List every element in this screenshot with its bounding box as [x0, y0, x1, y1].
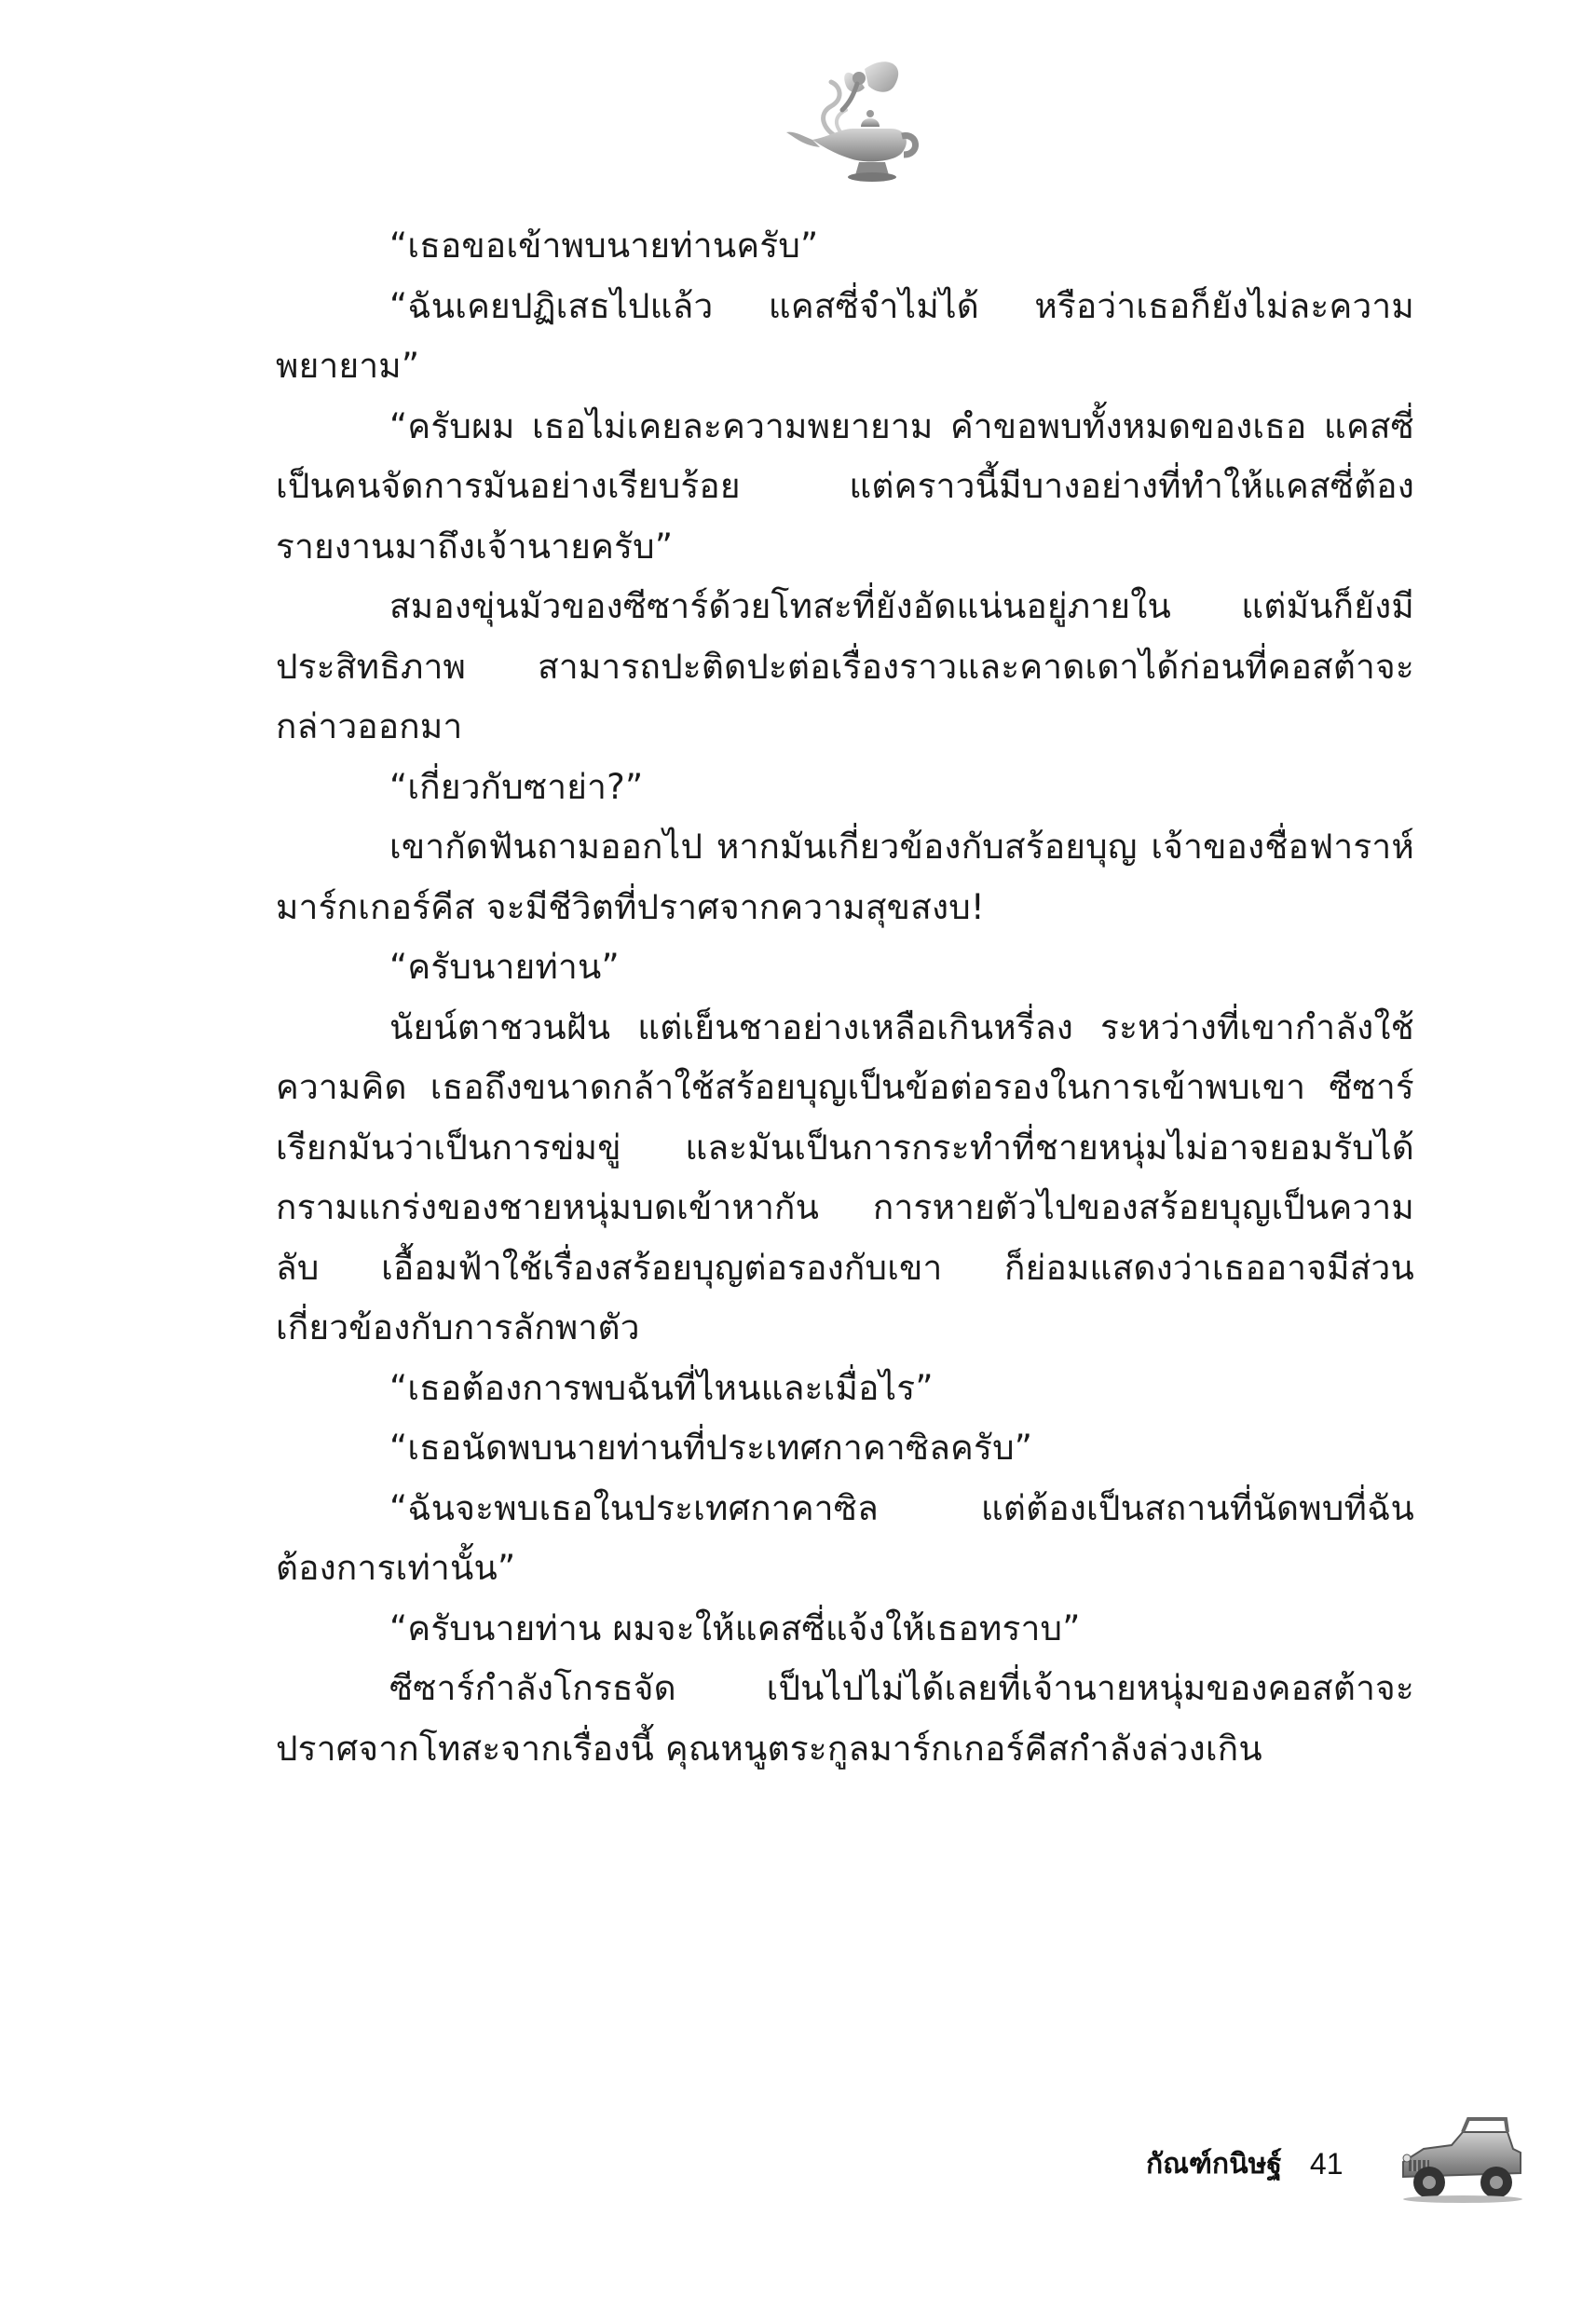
paragraph: “ฉันเคยปฏิเสธไปแล้ว แคสซี่จำไม่ได้ หรือว่าเธอก็ยังไม่ละความพยายาม” [276, 285, 1414, 386]
jeep-icon [1396, 2112, 1526, 2205]
paragraph: “ครับผม เธอไม่เคยละความพยายาม คำขอพบทั้งหมดของเธอ แคสซี่เป็นคนจัดการมันอย่างเรียบร้อย แต่คราวนี้มีบางอย่างที่ทำให้แคสซี่ต้องรายงานมาถึงเจ้านายครับ” [276, 405, 1414, 567]
page-footer [1146, 2136, 1344, 2192]
paragraph: “ฉันจะพบเธอในประเทศกาคาซิล แต่ต้องเป็นสถานที่นัดพบที่ฉันต้องการเท่านั้น” [276, 1487, 1414, 1588]
body-text [276, 216, 1414, 1779]
paragraph: นัยน์ตาชวนฝัน แต่เย็นชาอย่างเหลือเกินหรี่ลง ระหว่างที่เขากำลังใช้ความคิด เธอถึงขนาดกล้าใช้สร้อยบุญเป็นข้อต่อรองในการเข้าพบเขา ซีซาร์เรียกมันว่าเป็นการข่มขู่ และมันเป็นการกระทำที่ชายหนุ่มไม่อาจยอมรับได้ กรามแกร่งของชายหนุ่มบดเข้าหากัน การหายตัวไปของสร้อยบุญเป็นความลับ เอื้อมฟ้าใช้เรื่องสร้อยบุญต่อรองกับเขา ก็ย่อมแสดงว่าเธออาจมีส่วนเกี่ยวข้องกับการลักพาตัว [276, 1006, 1414, 1347]
paragraph: “ครับนายท่าน ผมจะให้แคสซี่แจ้งให้เธอทราบ” [389, 1607, 1081, 1648]
paragraph: “เธอต้องการพบฉันที่ไหนและเมื่อไร” [389, 1367, 934, 1408]
magic-lamp-fairy-icon [775, 58, 924, 188]
page-number: 41 [1309, 2146, 1344, 2181]
paragraph: “เธอนัดพบนายท่านที่ประเทศกาคาซิลครับ” [389, 1428, 1033, 1468]
paragraph: สมองขุ่นมัวของซีซาร์ด้วยโทสะที่ยังอัดแน่นอยู่ภายใน แต่มันก็ยังมีประสิทธิภาพ สามารถปะติดปะต่อเรื่องราวและคาดเดาได้ก่อนที่คอสต้าจะกล่าวออกมา [276, 586, 1414, 746]
paragraph: “เกี่ยวกับซาย่า?” [389, 766, 644, 807]
footer-book-title: กัณฑ์กนิษฐ์ [1146, 2147, 1282, 2181]
paragraph: ซีซาร์กำลังโกรธจัด เป็นไปไม่ได้เลยที่เจ้านายหนุ่มของคอสต้าจะปราศจากโทสะจากเรื่องนี้ คุณหนูตระกูลมาร์กเกอร์คีสกำลังล่วงเกิน [276, 1668, 1414, 1769]
paragraph: “เธอขอเข้าพบนายท่านครับ” [389, 226, 819, 266]
paragraph: “ครับนายท่าน” [389, 947, 620, 987]
paragraph: เขากัดฟันถามออกไป หากมันเกี่ยวข้องกับสร้อยบุญ เจ้าของชื่อฟาราห์ มาร์กเกอร์คีส จะมีชีวิตที่ปราศจากความสุขสงบ! [276, 827, 1414, 927]
